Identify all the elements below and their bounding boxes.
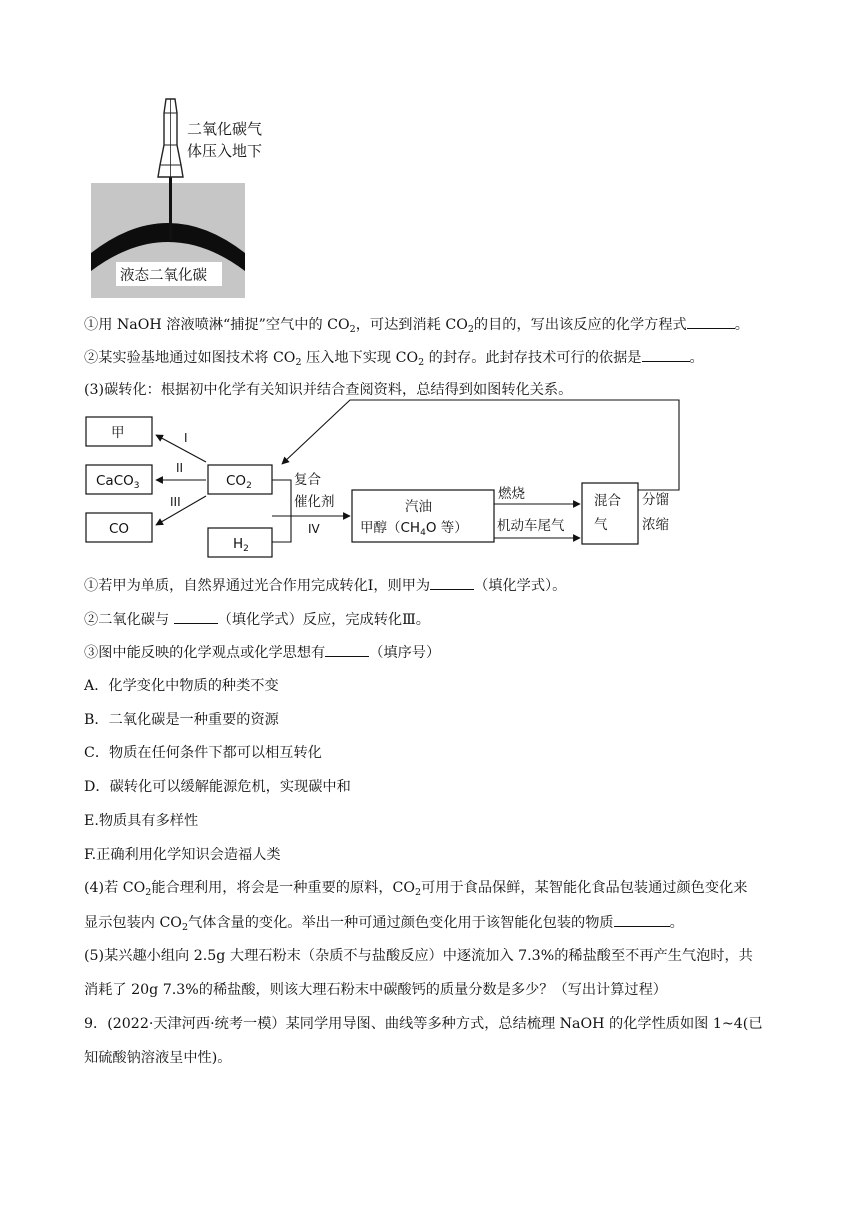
injection-pipe — [169, 175, 172, 240]
answer-blank[interactable] — [642, 347, 690, 362]
q3-option-c: C．物质在任何条件下都可以相互转化 — [84, 745, 322, 761]
separation-label-2: 浓缩 — [642, 517, 669, 533]
arrow-iv-label: IV — [308, 522, 320, 536]
co2-storage-figure — [91, 93, 263, 298]
return-arrow — [282, 400, 679, 490]
box-co2-label: $CO_2$ — [226, 473, 252, 491]
q9-line1: 9．(2022·天津河西·统考一模）某同学用导图、曲线等多种方式，总结梳理 NaOH 的化学性质如图 1~4(已 — [84, 1016, 763, 1032]
arrow-i-label: I — [184, 431, 188, 445]
q5-line1: (5)某兴趣小组向 2.5g 大理石粉末（杂质不与盐酸反应）中逐流加入 7.3%的稀盐酸至不再产生气泡时，共 — [84, 948, 753, 964]
answer-blank[interactable] — [614, 912, 670, 927]
q2-item2: ②某实验基地通过如图技术将 $CO_2$ 压入地下实现 $CO_2$ 的封存。此封存技术可行的依据是 。 — [84, 347, 704, 368]
fuel-label-1: 汽油 — [405, 499, 432, 515]
box-h2-label: $H_2$ — [233, 536, 249, 554]
catalyst-label-1: 复合 — [294, 472, 321, 488]
q3-option-e: E.物质具有多样性 — [84, 813, 199, 829]
mixed-gas-label-1: 混合 — [594, 493, 621, 509]
q3-intro: (3)碳转化：根据初中化学有关知识并结合查阅资料，总结得到如图转化关系。 — [84, 382, 573, 398]
q3-option-a: A．化学变化中物质的种类不变 — [84, 678, 279, 694]
carbon-conversion-diagram — [84, 398, 684, 563]
fuel-label-2: 甲醇（$CH_4O$ 等） — [360, 520, 468, 538]
arrow-iii-label: III — [170, 495, 181, 509]
q9-line2: 知硫酸钠溶液呈中性)。 — [84, 1050, 232, 1066]
merge-bracket — [272, 516, 291, 542]
q3-option-f: F.正确利用化学知识会造福人类 — [84, 847, 281, 863]
mixed-gas-label-2: 气 — [594, 517, 608, 533]
burn-label: 燃烧 — [498, 486, 525, 502]
exhaust-label: 机动车尾气 — [497, 518, 565, 534]
separation-label-1: 分馏 — [642, 492, 669, 508]
box-jia-label: 甲 — [111, 425, 125, 441]
q3-item1: ①若甲为单质，自然界通过光合作用完成转化Ⅰ，则甲为 （填化学式）。 — [84, 575, 566, 596]
q2-item1: ①用 NaOH 溶液喷淋“捕捉”空气中的 $CO_2$，可达到消耗 $CO_2$的目的，写出该反应的化学方程式 。 — [84, 314, 749, 335]
layer-label: 液态二氧化碳 — [120, 268, 207, 284]
q4-line2: 显示包装内 $CO_2$气体含量的变化。举出一种可通过颜色变化用于该智能化包装的物质 。 — [84, 912, 684, 933]
q5-line2: 消耗了 20g 7.3%的稀盐酸，则该大理石粉末中碳酸钙的质量分数是多少？（写出计算过程） — [84, 982, 667, 998]
q3-option-d: D．碳转化可以缓解能源危机，实现碳中和 — [84, 779, 351, 795]
figure-caption-line2: 体压入地下 — [187, 142, 263, 160]
answer-blank[interactable] — [430, 575, 474, 590]
q3-item3: ③图中能反映的化学观点或化学思想有 （填序号） — [84, 642, 440, 663]
q3-option-b: B．二氧化碳是一种重要的资源 — [84, 712, 279, 728]
arrow-ii-label: II — [176, 461, 184, 475]
figure-caption-line1: 二氧化碳气 — [187, 120, 263, 138]
box-co-label: CO — [109, 521, 130, 537]
q4-line1: (4)若 $CO_2$能合理利用，将会是一种重要的原料，$CO_2$可用于食品保鲜，某智能化食品包装通过颜色变化来 — [84, 880, 748, 898]
answer-blank[interactable] — [174, 609, 218, 624]
arrow-i — [156, 435, 206, 462]
q3-item2: ②二氧化碳与 （填化学式）反应，完成转化Ⅲ。 — [84, 609, 430, 630]
arrow-iii — [156, 496, 206, 525]
answer-blank[interactable] — [687, 314, 735, 329]
answer-blank[interactable] — [325, 642, 369, 657]
catalyst-label-2: 催化剂 — [294, 494, 335, 510]
box-caco3-label: CaCO$_3$ — [96, 473, 140, 491]
